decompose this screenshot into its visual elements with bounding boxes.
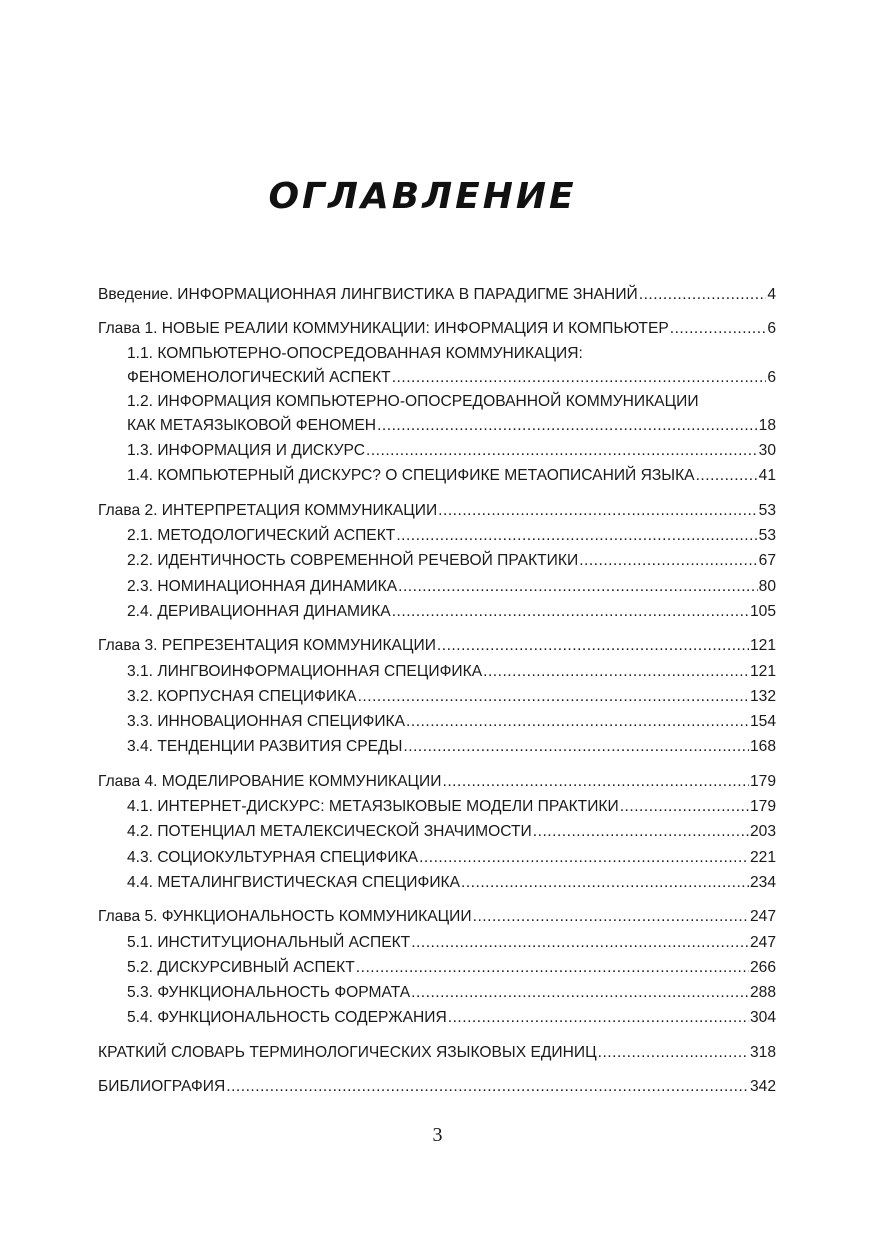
toc-entry-label-line1: 1.1. КОМПЬЮТЕРНО-ОПОСРЕДОВАННАЯ КОММУНИКАЦИЯ: (127, 344, 583, 362)
toc-section-4-3[interactable] (98, 845, 776, 870)
toc-entry-page: 266 (749, 958, 776, 976)
toc-entry-page: 41 (758, 467, 776, 485)
page-title: ОГЛАВЛЕНИЕ (268, 176, 577, 217)
dot-leader (392, 599, 749, 624)
toc-chapter-5[interactable] (98, 904, 776, 929)
toc-entry-label: Глава 4. МОДЕЛИРОВАНИЕ КОММУНИКАЦИИ (98, 772, 442, 790)
toc-entry-label: Глава 5. ФУНКЦИОНАЛЬНОСТЬ КОММУНИКАЦИИ (98, 908, 472, 926)
dot-leader (461, 870, 749, 895)
dot-leader (419, 845, 749, 870)
toc-section-5-4[interactable] (98, 1005, 776, 1030)
dot-leader (411, 930, 749, 955)
toc-section-1-1[interactable] (98, 342, 776, 390)
toc-entry-label-line2: ФЕНОМЕНОЛОГИЧЕСКИЙ АСПЕКТ (127, 368, 391, 386)
toc-section-1-3[interactable] (98, 438, 776, 463)
toc-entry-label: 2.2. ИДЕНТИЧНОСТЬ СОВРЕМЕННОЙ РЕЧЕВОЙ ПРАКТИКИ (127, 552, 579, 570)
dot-leader (377, 413, 758, 438)
toc-entry-page: 53 (758, 501, 776, 519)
toc-entry-page: 247 (749, 908, 776, 926)
page-number: 3 (432, 1124, 443, 1146)
toc-entry-label: 5.4. ФУНКЦИОНАЛЬНОСТЬ СОДЕРЖАНИЯ (127, 1009, 447, 1027)
toc-entry-glossary[interactable] (98, 1040, 776, 1065)
toc-entry-page: 132 (749, 687, 776, 705)
toc-entry-page: 168 (749, 738, 776, 756)
toc-section-3-1[interactable] (98, 659, 776, 684)
toc-entry-label: 1.4. КОМПЬЮТЕРНЫЙ ДИСКУРС? О СПЕЦИФИКЕ МЕТАОПИСАНИЙ ЯЗЫКА (127, 467, 695, 485)
toc-entry-label: 2.1. МЕТОДОЛОГИЧЕСКИЙ АСПЕКТ (127, 527, 396, 545)
toc-entry-label: Глава 3. РЕПРЕЗЕНТАЦИЯ КОММУНИКАЦИИ (98, 637, 436, 655)
dot-leader (396, 523, 757, 548)
dot-leader (670, 316, 767, 341)
toc-chapter-4[interactable] (98, 769, 776, 794)
toc-entry-label: 2.4. ДЕРИВАЦИОННАЯ ДИНАМИКА (127, 602, 391, 620)
toc-section-3-2[interactable] (98, 684, 776, 709)
toc-section-1-2[interactable] (98, 390, 776, 438)
dot-leader (533, 819, 749, 844)
toc-entry-page: 80 (758, 577, 776, 595)
dot-leader (358, 684, 749, 709)
dot-leader (437, 633, 749, 658)
dot-leader (406, 709, 749, 734)
dot-leader (473, 904, 749, 929)
toc-entry-label: 4.1. ИНТЕРНЕТ-ДИСКУРС: МЕТАЯЗЫКОВЫЕ МОДЕЛИ ПРАКТИКИ (127, 798, 619, 816)
dot-leader (438, 498, 757, 523)
toc-entry-page: 67 (758, 552, 776, 570)
toc-chapter-2[interactable] (98, 498, 776, 523)
dot-leader (639, 282, 767, 307)
toc-entry-page: 53 (758, 527, 776, 545)
toc-entry-label-line2: КАК МЕТАЯЗЫКОВОЙ ФЕНОМЕН (127, 416, 377, 434)
dot-leader (398, 574, 758, 599)
toc-entry-page: 203 (749, 823, 776, 841)
toc-entry-page: 318 (749, 1043, 776, 1061)
toc-section-5-2[interactable] (98, 955, 776, 980)
toc-entry-page: 179 (749, 798, 776, 816)
toc-entry-page: 6 (767, 368, 776, 386)
toc-entry-label: 4.3. СОЦИОКУЛЬТУРНАЯ СПЕЦИФИКА (127, 848, 419, 866)
toc-entry-label: 1.3. ИНФОРМАЦИЯ И ДИСКУРС (127, 442, 365, 460)
toc-entry-label: 4.2. ПОТЕНЦИАЛ МЕТАЛЕКСИЧЕСКОЙ ЗНАЧИМОСТИ (127, 823, 532, 841)
toc-entry-label: 2.3. НОМИНАЦИОННАЯ ДИНАМИКА (127, 577, 398, 595)
toc-entry-page: 154 (749, 713, 776, 731)
toc-entry-label: 5.2. ДИСКУРСИВНЫЙ АСПЕКТ (127, 958, 355, 976)
toc-entry-label: Глава 1. НОВЫЕ РЕАЛИИ КОММУНИКАЦИИ: ИНФОРМАЦИЯ И КОМПЬЮТЕР (98, 320, 669, 338)
dot-leader (442, 769, 748, 794)
toc-entry-page: 221 (749, 848, 776, 866)
toc-entry-page: 247 (749, 933, 776, 951)
toc-entry-bibliography[interactable] (98, 1074, 776, 1099)
toc-entry-page: 121 (749, 662, 776, 680)
dot-leader (483, 659, 749, 684)
toc-entry-page: 304 (749, 1009, 776, 1027)
dot-leader (448, 1005, 749, 1030)
toc-chapter-3[interactable] (98, 633, 776, 658)
dot-leader (403, 734, 749, 759)
toc-entry-label: 5.3. ФУНКЦИОНАЛЬНОСТЬ ФОРМАТА (127, 984, 411, 1002)
toc-section-2-3[interactable] (98, 574, 776, 599)
toc-section-3-3[interactable] (98, 709, 776, 734)
dot-leader (392, 365, 767, 390)
dot-leader (579, 548, 757, 573)
dot-leader (696, 463, 758, 488)
toc-section-3-4[interactable] (98, 734, 776, 759)
toc-section-4-1[interactable] (98, 794, 776, 819)
toc-section-5-1[interactable] (98, 930, 776, 955)
toc-entry-intro[interactable] (98, 282, 776, 307)
dot-leader (366, 438, 758, 463)
dot-leader (411, 980, 749, 1005)
dot-leader (226, 1074, 749, 1099)
toc-section-2-2[interactable] (98, 548, 776, 573)
toc-entry-label: Введение. ИНФОРМАЦИОННАЯ ЛИНГВИСТИКА В ПАРАДИГМЕ ЗНАНИЙ (98, 286, 638, 303)
table-of-contents (98, 282, 776, 1099)
toc-entry-page: 4 (767, 286, 776, 303)
toc-entry-page: 30 (758, 442, 776, 460)
toc-entry-label: 3.2. КОРПУСНАЯ СПЕЦИФИКА (127, 687, 357, 705)
toc-entry-label-line1: 1.2. ИНФОРМАЦИЯ КОМПЬЮТЕРНО-ОПОСРЕДОВАННОЙ КОММУНИКАЦИИ (127, 392, 699, 410)
toc-entry-page: 18 (758, 416, 776, 434)
toc-section-2-4[interactable] (98, 599, 776, 624)
dot-leader (620, 794, 749, 819)
toc-chapter-1[interactable] (98, 316, 776, 341)
dot-leader (356, 955, 749, 980)
toc-entry-page: 342 (749, 1078, 776, 1096)
toc-entry-page: 288 (749, 984, 776, 1002)
toc-section-4-2[interactable] (98, 819, 776, 844)
toc-entry-label: 3.1. ЛИНГВОИНФОРМАЦИОННАЯ СПЕЦИФИКА (127, 662, 483, 680)
toc-section-1-4[interactable] (98, 463, 776, 488)
dot-leader (598, 1040, 749, 1065)
toc-entry-page: 234 (749, 873, 776, 891)
toc-entry-page: 121 (749, 637, 776, 655)
toc-entry-label: 3.3. ИННОВАЦИОННАЯ СПЕЦИФИКА (127, 713, 406, 731)
toc-entry-label: БИБЛИОГРАФИЯ (98, 1078, 226, 1096)
toc-entry-page: 179 (749, 772, 776, 790)
toc-section-5-3[interactable] (98, 980, 776, 1005)
toc-entry-label: 4.4. МЕТАЛИНГВИСТИЧЕСКАЯ СПЕЦИФИКА (127, 873, 461, 891)
toc-section-4-4[interactable] (98, 870, 776, 895)
toc-entry-label: Глава 2. ИНТЕРПРЕТАЦИЯ КОММУНИКАЦИИ (98, 501, 438, 519)
toc-entry-label: 3.4. ТЕНДЕНЦИИ РАЗВИТИЯ СРЕДЫ (127, 738, 403, 756)
toc-entry-label: 5.1. ИНСТИТУЦИОНАЛЬНЫЙ АСПЕКТ (127, 933, 411, 951)
toc-entry-label: КРАТКИЙ СЛОВАРЬ ТЕРМИНОЛОГИЧЕСКИХ ЯЗЫКОВЫХ ЕДИНИЦ (98, 1043, 597, 1061)
toc-section-2-1[interactable] (98, 523, 776, 548)
toc-entry-page: 105 (749, 602, 776, 620)
toc-entry-page: 6 (767, 320, 776, 338)
